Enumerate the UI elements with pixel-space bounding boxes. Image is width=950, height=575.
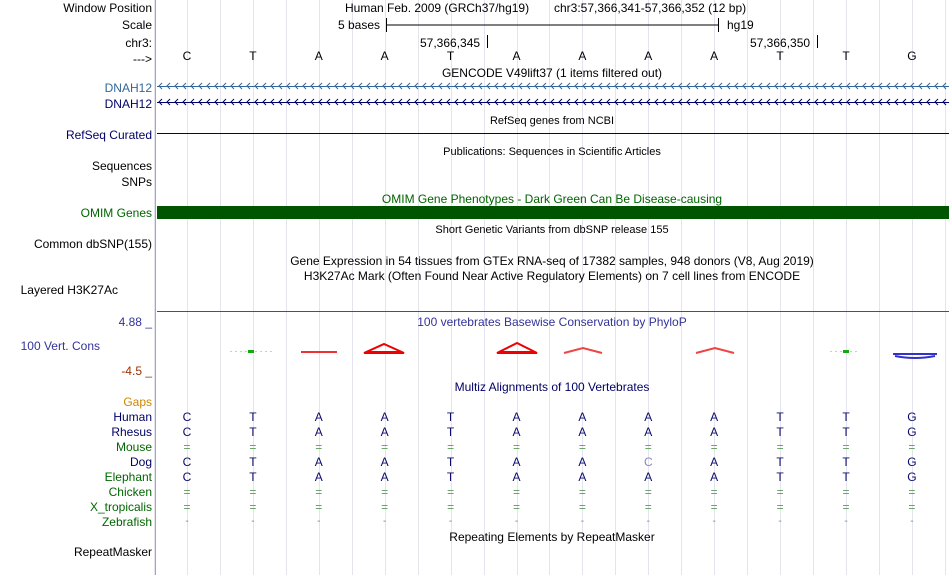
alignment-base: = [447,440,455,454]
alignment-base: T [776,410,784,424]
alignment-base: - [844,516,848,527]
species-label-chicken: Chicken [108,485,152,499]
alignment-base: T [249,425,257,439]
alignment-base: A [710,455,719,469]
alignment-base: T [249,455,257,469]
alignment-base: T [842,470,850,484]
alignment-base: T [446,470,455,484]
alignment-base: = [249,485,257,499]
alignment-base: C [643,455,653,469]
species-label-mouse: Mouse [115,440,152,454]
alignment-base: A [380,410,389,424]
reference-base: G [907,49,917,63]
alignment-base: A [512,410,521,424]
h3k27ac-track-title: H3K27Ac Mark (Often Found Near Active Regulatory Elements) on 7 cell lines from ENCODE [303,269,801,283]
alignment-base: T [842,425,850,439]
omim-gene-bar[interactable] [157,206,949,219]
reference-base: A [380,49,389,63]
alignment-base: A [710,425,719,439]
alignment-base: = [644,485,652,499]
alignment-base: = [512,485,521,499]
alignment-base: - [712,516,716,527]
dbsnp-track-title: Short Genetic Variants from dbSNP release 155 [435,224,669,236]
track-label-refseq[interactable]: RefSeq Curated [65,128,152,142]
alignment-base: - [646,516,650,527]
alignment-base: C [182,470,192,484]
alignment-base: = [381,485,389,499]
alignment-base: T [249,470,257,484]
label-column-separator [155,0,156,575]
alignment-base: A [314,410,323,424]
alignment-base: = [183,485,191,499]
alignment-base: A [578,470,587,484]
alignment-base: A [314,470,323,484]
gtex-track-title: Gene Expression in 54 tissues from GTEx RNA-seq of 17382 samples, 948 donors (V8, Aug 2019) [290,254,814,268]
multiz-track-title: Multiz Alignments of 100 Vertebrates [454,380,650,394]
h3k27ac-baseline [157,311,949,312]
alignment-base: = [183,500,191,514]
alignment-base: A [512,425,521,439]
alignment-base: - [185,516,189,527]
alignment-base: G [907,425,917,439]
repeatmasker-track-title: Repeating Elements by RepeatMasker [449,530,655,544]
label-strand-arrow: ---> [133,52,152,66]
alignment-base: = [578,440,586,454]
coord-label-1: 57,366,345 [420,36,481,50]
alignment-base: = [249,440,257,454]
alignment-base: = [447,485,455,499]
alignment-base: = [908,500,916,514]
reference-base: A [512,49,521,63]
alignment-base: A [644,410,653,424]
alignment-base: = [644,440,652,454]
alignment-base: - [514,516,519,527]
scale-db: hg19 [727,18,754,32]
alignment-base: = [381,440,389,454]
alignment-base: A [512,470,521,484]
cons-axis-max: 4.88 _ [118,315,152,329]
alignment-base: C [182,455,192,469]
reference-base: T [249,49,257,63]
alignment-base: - [383,516,387,527]
reference-base: T [446,49,455,63]
label-window-position: Window Position [63,1,152,15]
alignment-base: = [183,440,191,454]
omim-track-title: OMIM Gene Phenotypes - Dark Green Can Be Disease-causing [381,192,723,206]
alignment-base: A [380,470,389,484]
reference-base: A [578,49,587,63]
alignment-base: = [842,440,850,454]
alignment-base: = [315,485,323,499]
alignment-base: - [448,516,453,527]
track-label-snps[interactable]: SNPs [121,175,152,189]
alignment-base: G [907,470,917,484]
label-gaps: Gaps [123,395,152,409]
label-chr: chr3: [125,36,152,50]
phylop-conservation-plot[interactable] [0,340,950,360]
alignment-base: A [644,425,653,439]
alignment-base: T [249,410,257,424]
alignment-base: T [446,410,455,424]
alignment-base: = [908,485,916,499]
alignment-base: = [315,440,323,454]
alignment-base: C [182,425,192,439]
alignment-base: A [578,455,587,469]
alignment-base: - [251,516,255,527]
coord-label-2: 57,366,350 [750,36,811,50]
alignment-base: T [776,455,784,469]
scale-bar [0,0,950,60]
alignment-base: - [778,516,782,527]
alignment-base: A [578,425,587,439]
alignment-base: = [776,485,784,499]
alignment-base: C [182,410,192,424]
publications-track-title: Publications: Sequences in Scientific Articles [443,146,661,158]
species-label-x-tropicalis: X_tropicalis [89,500,152,514]
alignment-base: = [776,500,784,514]
assembly-title: Human Feb. 2009 (GRCh37/hg19) [345,1,530,15]
track-label-omim[interactable]: OMIM Genes [80,206,152,220]
track-label-dnah12-2[interactable]: DNAH12 [104,97,152,111]
alignment-base: - [580,516,585,527]
alignment-base: = [578,500,586,514]
alignment-base: A [710,410,719,424]
scale-text: 5 bases [338,18,381,32]
alignment-base: T [446,455,455,469]
position-text: chr3:57,366,341-57,366,352 (12 bp) [554,1,747,15]
species-label-zebrafish: Zebrafish [101,515,152,529]
reference-base: A [710,49,719,63]
alignment-base: T [842,455,850,469]
alignment-base: T [446,425,455,439]
alignment-base: A [578,410,587,424]
reference-base: C [182,49,192,63]
reference-base: T [842,49,850,63]
alignment-base: A [512,455,521,469]
species-label-rhesus: Rhesus [111,425,152,439]
alignment-base: = [776,440,784,454]
alignment-base: = [710,500,718,514]
alignment-base: = [512,500,521,514]
alignment-base: A [314,455,323,469]
alignment-base: A [710,470,719,484]
alignment-base: - [317,516,321,527]
alignment-base: A [380,455,389,469]
track-label-dnah12-1[interactable]: DNAH12 [104,81,152,95]
alignment-base: G [907,455,917,469]
alignment-base: = [710,485,718,499]
species-label-dog: Dog [129,455,152,469]
alignment-base: T [776,425,784,439]
alignment-base: = [315,500,323,514]
track-label-layered-h3k27ac[interactable]: Layered H3K27Ac [20,283,118,297]
reference-base: A [314,49,323,63]
phylop-track-title: 100 vertebrates Basewise Conservation by PhyloP [417,315,687,329]
track-label-100-vert-cons[interactable]: 100 Vert. Cons [20,339,100,353]
alignment-base: = [381,500,389,514]
label-scale: Scale [121,18,152,32]
species-label-human: Human [113,410,152,424]
cons-axis-min: -4.5 _ [121,364,152,378]
alignment-base: = [512,440,521,454]
reference-base: A [644,49,653,63]
alignment-base: = [249,500,257,514]
dnah12-gene-features[interactable] [157,82,949,112]
track-label-common-dbsnp[interactable]: Common dbSNP(155) [33,237,152,251]
alignment-base: G [907,410,917,424]
refseq-gene-line[interactable] [157,133,949,134]
alignment-base: T [842,410,850,424]
alignment-base: = [447,500,455,514]
alignment-base: A [314,425,323,439]
alignment-base: A [380,425,389,439]
reference-base: T [776,49,784,63]
alignment-base: = [644,500,652,514]
species-label-elephant: Elephant [104,470,152,484]
alignment-base: A [644,470,653,484]
track-label-repeatmasker[interactable]: RepeatMasker [73,545,152,559]
alignment-base: T [776,470,784,484]
refseq-track-title: RefSeq genes from NCBI [489,115,615,127]
alignment-base: = [908,440,916,454]
gencode-track-title: GENCODE V49lift37 (1 items filtered out) [441,66,663,80]
alignment-base: = [710,440,718,454]
alignment-base: = [578,485,586,499]
alignment-base: = [842,500,850,514]
track-label-sequences[interactable]: Sequences [91,159,152,173]
alignment-base: - [910,516,914,527]
alignment-base: = [842,485,850,499]
